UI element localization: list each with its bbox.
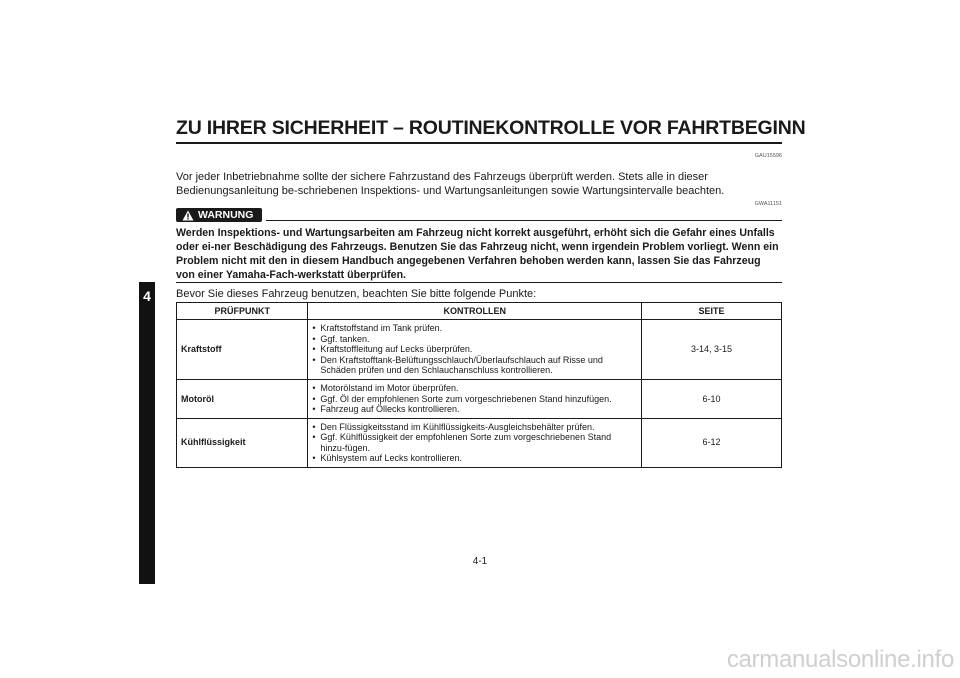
reference-code-warning: GWA11151 [754,201,782,207]
lead-text: Bevor Sie dieses Fahrzeug benutzen, beachten Sie bitte folgende Punkte: [176,288,537,300]
checkpoint-cell: Kraftstoff [177,320,308,380]
page-title: ZU IHRER SICHERHEIT – ROUTINEKONTROLLE VOR FAHRTBEGINN [176,117,806,139]
check-item: • Kraftstoffleitung auf Lecks überprüfen. [312,344,637,355]
page-reference-cell: 6-12 [642,418,782,467]
title-divider [176,142,782,144]
table-row [177,418,782,467]
warning-triangle-icon [182,210,194,221]
warning-divider-bottom [176,282,782,283]
checks-cell [308,320,642,380]
check-item: • Ggf. Öl der empfohlenen Sorte zum vorgeschriebenen Stand hinzufügen. [312,394,637,405]
checkpoint-cell: Kühlflüssigkeit [177,418,308,467]
check-item: • Kühlsystem auf Lecks kontrollieren. [312,453,637,464]
page-reference-cell: 6-10 [642,380,782,419]
inspection-table [176,302,782,468]
warning-divider-top [266,220,782,221]
table-row [177,380,782,419]
warning-badge [176,208,262,222]
check-item: • Kraftstoffstand im Tank prüfen. [312,323,637,334]
checks-cell [308,418,642,467]
column-header-checkpoint: PRÜFPUNKT [177,303,308,320]
checks-cell [308,380,642,419]
check-item: • Ggf. tanken. [312,334,637,345]
page-number: 4-1 [472,556,488,567]
check-item: • Den Flüssigkeitsstand im Kühlflüssigkeits-Ausgleichsbehälter prüfen. [312,422,637,433]
column-header-page: SEITE [642,303,782,320]
intro-paragraph: Vor jeder Inbetriebnahme sollte der sichere Fahrzustand des Fahrzeugs überprüft werden. Stets alle in dieser Bedienungsanleitung be-schriebenen Inspektions- und Wartungsanleitungen sowie Wartungsintervalle beachten. [176,171,725,197]
checkpoint-cell: Motoröl [177,380,308,419]
chapter-tab: 4 [139,282,155,584]
check-item: • Ggf. Kühlflüssigkeit der empfohlenen Sorte zum vorgeschriebenen Stand hinzu-fügen. [312,432,637,453]
column-header-checks: KONTROLLEN [308,303,642,320]
reference-code-intro: GAU15596 [754,153,782,159]
check-item: • Den Kraftstofftank-Belüftungsschlauch/Überlaufschlauch auf Risse und Schäden prüfen und den Schlauchanschluss kontrollieren. [312,355,637,376]
check-item: • Fahrzeug auf Öllecks kontrollieren. [312,404,637,415]
warning-text: Werden Inspektions- und Wartungsarbeiten am Fahrzeug nicht korrekt ausgeführt, erhöht sich die Gefahr eines Unfalls oder ei-ner Beschädigung des Fahrzeugs. Benutzen Sie das Fahrzeug nicht, wenn irgendein Problem vorliegt. Wenn ein Problem nicht mit den in diesem Handbuch angegebenen Verfahren behoben werden kann, lassen Sie das Fahrzeug von einer Yamaha-Fach-werkstatt überprüfen. [176,227,779,281]
check-item: • Motorölstand im Motor überprüfen. [312,383,637,394]
table-header-row [177,303,782,320]
warning-label: WARNUNG [198,209,254,221]
table-row [177,320,782,380]
page-reference-cell: 3-14, 3-15 [642,320,782,380]
watermark: carmanualsonline.info [726,646,954,673]
